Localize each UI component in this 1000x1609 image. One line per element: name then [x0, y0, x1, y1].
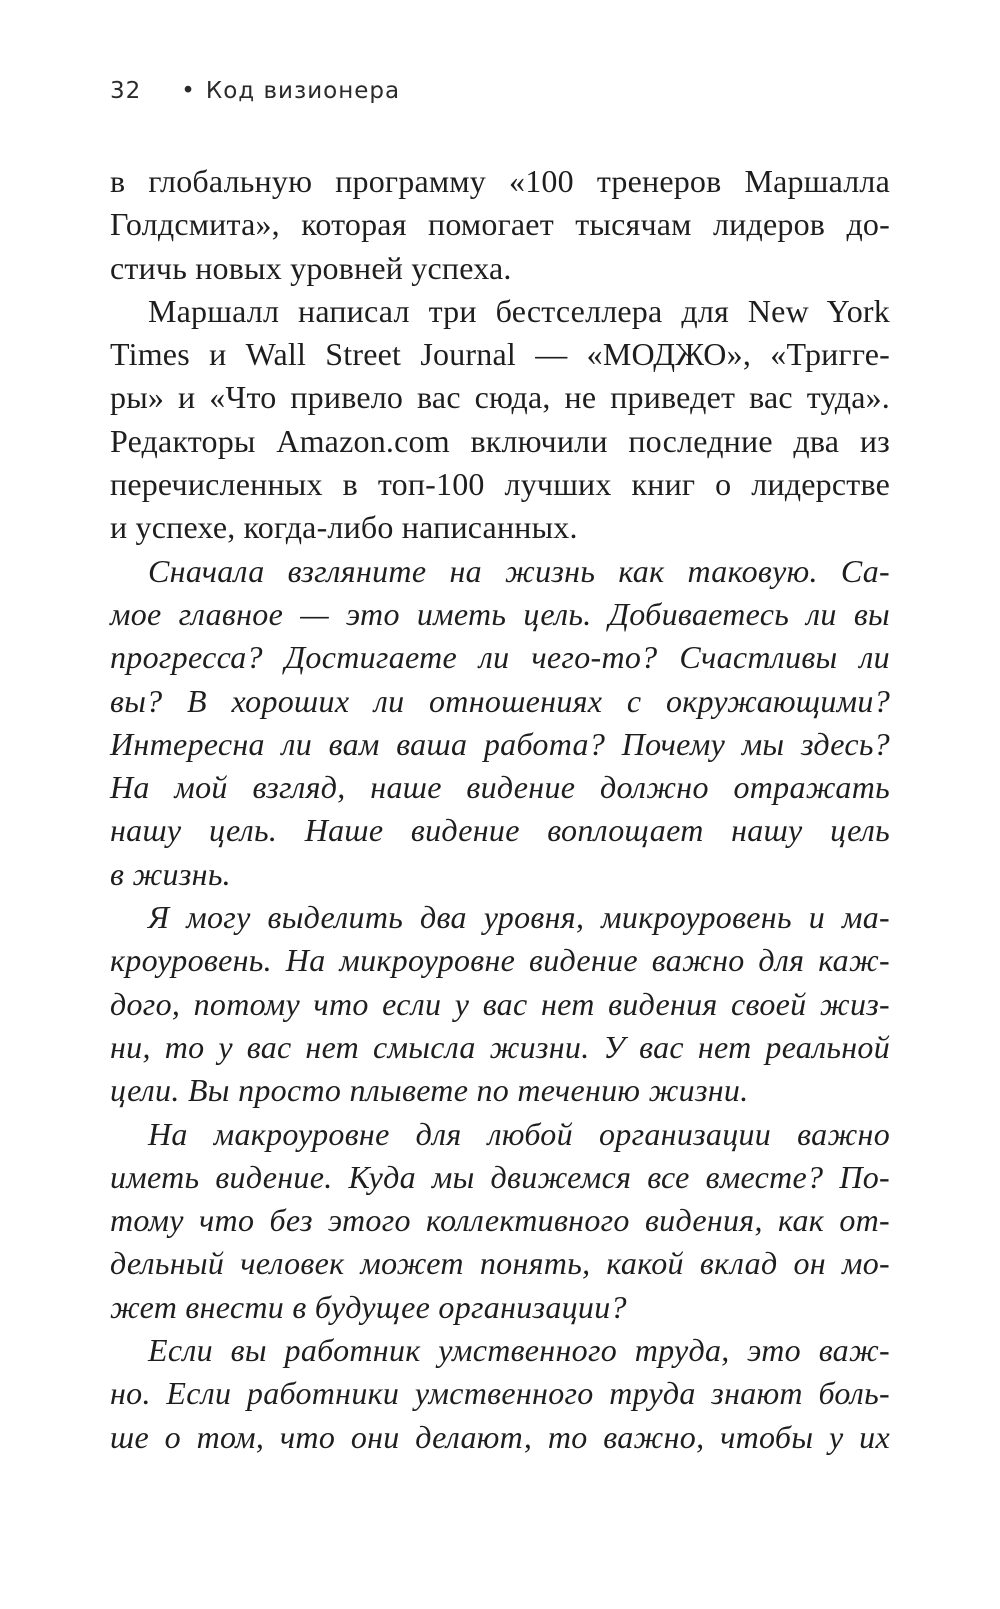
page-number: 32 [110, 78, 142, 104]
paragraph [110, 1113, 890, 1329]
text-line: Маршалл написал три бестселлера для New York [148, 292, 890, 329]
text-line: жет внести в будущее организации? [110, 1288, 627, 1325]
paragraph [110, 1329, 890, 1459]
text-line: в жизнь. [110, 855, 231, 892]
paragraph [110, 896, 890, 1112]
running-header [110, 78, 400, 112]
text-line: кроуровень. На микроуровне видение важно для каж- [110, 942, 890, 979]
text-line: ни, то у вас нет смысла жизни. У вас нет реальной [110, 1028, 890, 1065]
text-line: Интересна ли вам ваша работа? Почему мы здесь? [110, 725, 890, 762]
text-line: иметь видение. Куда мы движемся все вместе? По- [110, 1158, 890, 1195]
text-line: На макроуровне для любой организации важно [148, 1115, 890, 1152]
book-title: Код визионера [205, 78, 401, 104]
text-line: Редакторы Amazon.com включили последние два из [110, 422, 890, 459]
text-line: цели. Вы просто плывете по течению жизни. [110, 1072, 749, 1109]
paragraph [110, 550, 890, 896]
paragraph [110, 290, 890, 550]
text-line: Голдсмита», которая помогает тысячам лидеров до- [110, 206, 890, 243]
text-line: На мой взгляд, наше видение должно отражать [110, 769, 890, 806]
paragraph [110, 160, 890, 290]
text-line: Я могу выделить два уровня, микроуровень и ма- [148, 899, 890, 936]
text-line: вы? В хороших ли отношениях с окружающими? [110, 682, 890, 719]
text-line: но. Если работники умственного труда знают боль- [110, 1375, 890, 1412]
text-line: ры» и «Что привело вас сюда, не приведет вас туда». [110, 379, 890, 416]
text-line: ше о том, что они делают, то важно, чтобы у их [110, 1418, 890, 1455]
text-line: мое главное — это иметь цель. Добиваетесь ли вы [110, 595, 890, 632]
header-separator: • [181, 78, 196, 104]
text-line: тому что без этого коллективного видения, как от- [110, 1202, 890, 1239]
body-text [110, 160, 890, 1459]
text-line: нашу цель. Наше видение воплощает нашу цель [110, 812, 890, 849]
text-line: прогресса? Достигаете ли чего-то? Счастливы ли [110, 639, 890, 676]
text-line: стичь новых уровней успеха. [110, 249, 512, 286]
text-line: дельный человек может понять, какой вклад он мо- [110, 1245, 890, 1282]
text-line: и успехе, когда-либо написанных. [110, 509, 578, 546]
text-line: Times и Wall Street Journal — «МОДЖО», «Тригге- [110, 336, 890, 373]
text-line: в глобальную программу «100 тренеров Маршалла [110, 163, 890, 199]
text-line: дого, потому что если у вас нет видения своей жиз- [110, 985, 890, 1022]
text-line: Если вы работник умственного труда, это важ- [148, 1332, 890, 1369]
text-line: перечисленных в топ-100 лучших книг о лидерстве [110, 466, 890, 503]
text-line: Сначала взгляните на жизнь как таковую. Са- [148, 552, 890, 589]
